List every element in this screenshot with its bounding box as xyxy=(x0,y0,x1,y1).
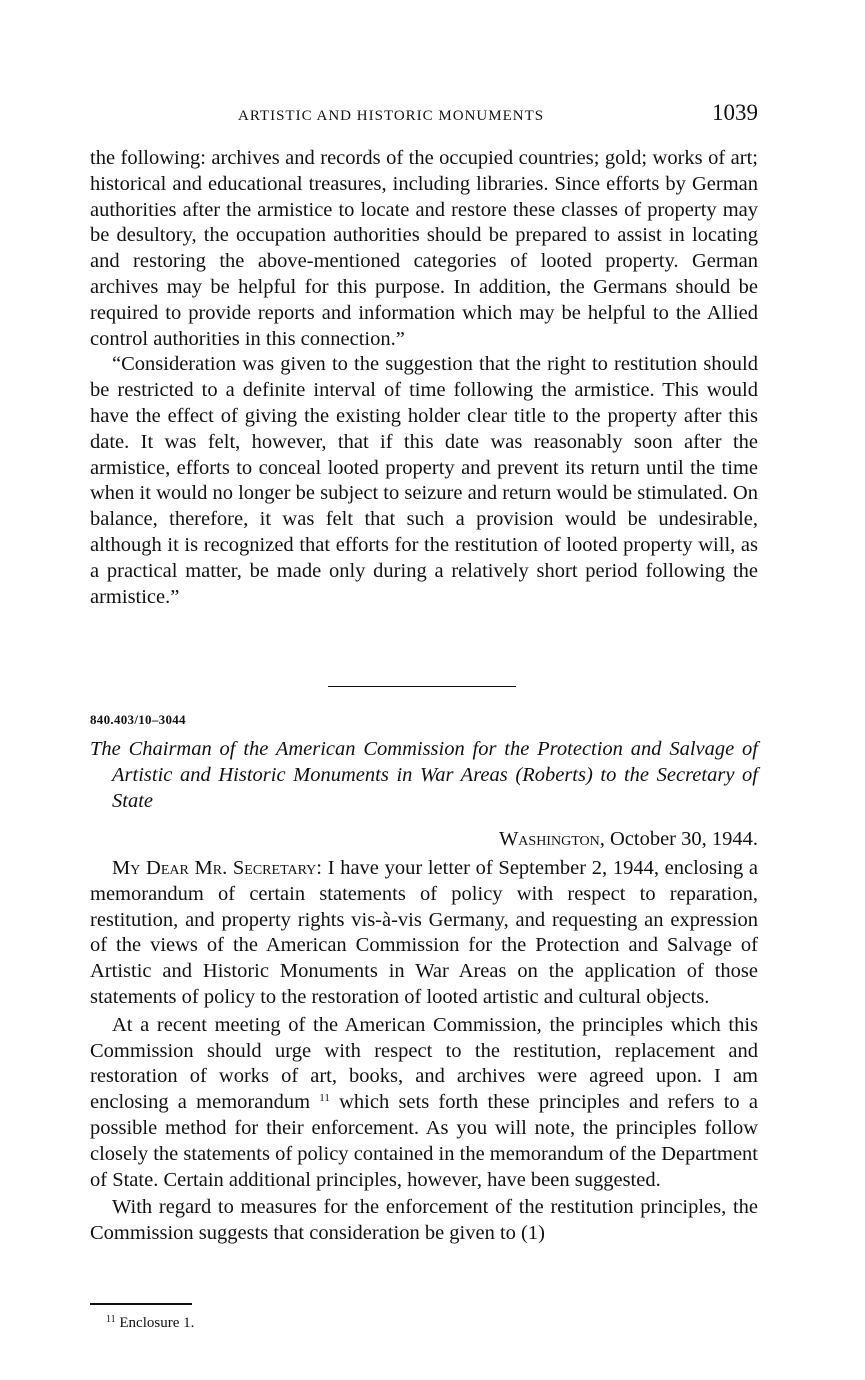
footnote xyxy=(106,1315,194,1332)
footnote-divider xyxy=(90,1303,192,1305)
document-heading: The Chairman of the American Commission for the Protection and Salvage of Artistic and Historic Monuments in War Areas (Roberts) to the Secretary of State xyxy=(90,738,758,812)
quoted-text-block xyxy=(90,146,758,610)
footnote-number: 11 xyxy=(106,1314,116,1325)
running-head xyxy=(90,100,758,132)
footnote-reference[interactable]: 11 xyxy=(319,1092,330,1105)
letter-paragraph-2-text-b: which sets forth these principles and refers to a possible method for their enforcement. As you will note, the principles follow closely the statements of policy contained in the memorandum of the Department of State. Certain additional principles, however, have been suggested. xyxy=(90,1091,758,1191)
dateline-date: October 30, 1944. xyxy=(609,828,758,850)
letter-paragraph-1 xyxy=(90,856,758,1011)
section-divider xyxy=(328,686,516,687)
running-title: ARTISTIC AND HISTORIC MONUMENTS xyxy=(238,108,545,124)
letter-paragraph-2-text-a: At a recent meeting of the American Commission, the principles which this Commission should urge with respect to the restitution, replacement and restoration of works of art, books, and archives were agreed upon. I am enclosing a memorandum xyxy=(90,1013,758,1114)
file-number: 840.403/10–3044 xyxy=(90,712,186,727)
letter-paragraph-3: With regard to measures for the enforcement of the restitution principles, the Commission suggests that consideration be given to (1) xyxy=(90,1196,758,1245)
letter-body xyxy=(90,856,758,1247)
quoted-paragraph-1: the following: archives and records of the occupied countries; gold; works of art; historical and educational treasures, including libraries. Since efforts by German authorities after the armistice to locate and restore these classes of property may be desultory, the occupation authorities should be prepared to assist in locating and restoring the above-mentioned categories of looted property. German archives may be helpful for this purpose. In addition, the Germans should be required to provide reports and information which may be helpful to the Allied control authorities in this connection.” xyxy=(90,147,758,350)
dateline xyxy=(499,828,758,851)
page-number: 1039 xyxy=(712,100,758,125)
footnote-text: Enclosure 1. xyxy=(119,1315,195,1331)
letter-paragraph-1-text: I have your letter of September 2, 1944, enclosing a memorandum of certain statements of policy with respect to reparation, restitution, and property rights vis-à-vis Germany, and requesting an expression of the views of the American Commission for the Protection and Salvage of Artistic and Historic Monuments in War Areas on the application of those statements of policy to the restoration of looted artistic and cultural objects. xyxy=(90,857,758,1008)
quoted-paragraph-2: “Consideration was given to the suggestion that the right to restitution should be restricted to a definite interval of time following the armistice. This would have the effect of giving the existing holder clear title to the property after this date. It was felt, however, that if this date was reasonably soon after the armistice, efforts to conceal looted property and prevent its return until the time when it would no longer be subject to seizure and return would be stimulated. On balance, therefore, it was felt that such a provision would be undesirable, although it is recognized that efforts for the restitution of looted property will, as a practical matter, be made only during a relatively short period following the armistice.” xyxy=(90,353,758,608)
salutation: My Dear Mr. Secretary: xyxy=(112,857,322,879)
letter-paragraph-2 xyxy=(90,1013,758,1194)
dateline-place: Washington, xyxy=(498,828,605,850)
